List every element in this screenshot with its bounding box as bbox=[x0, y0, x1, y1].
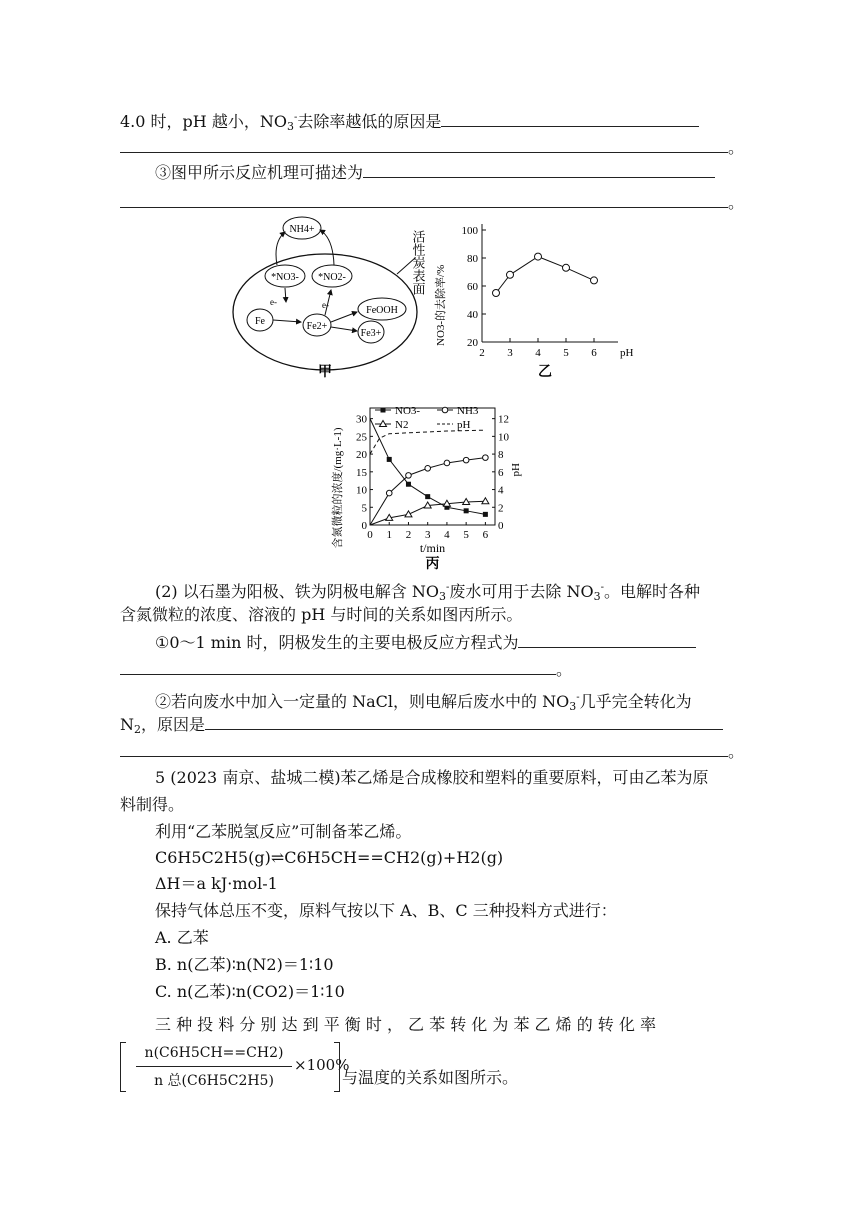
bracket-right bbox=[334, 1042, 340, 1092]
data-point bbox=[483, 512, 488, 517]
legend-marker bbox=[381, 408, 386, 413]
data-point bbox=[535, 253, 542, 260]
data-point bbox=[425, 494, 430, 499]
arrow-no2-nh4 bbox=[320, 230, 334, 265]
node-no2-label: *NO2- bbox=[318, 272, 346, 283]
p2-line-1 bbox=[155, 578, 700, 607]
option-a: A. 乙苯 bbox=[155, 928, 209, 947]
q2-line-2 bbox=[120, 715, 723, 740]
caption-jia: 甲 bbox=[318, 364, 332, 380]
p5-line-10: 三 种 投 料 分 别 达 到 平 衡 时 ， 乙 苯 转 化 为 苯 乙 烯 的 转 化 率 bbox=[155, 1015, 656, 1034]
arrow-fe2-feooh bbox=[331, 312, 357, 322]
x-tick-label: 6 bbox=[591, 347, 597, 359]
x-tick-label: 5 bbox=[563, 347, 569, 359]
electron-label: e- bbox=[270, 297, 277, 307]
q1-line-2 bbox=[120, 660, 572, 680]
fraction-bar bbox=[136, 1066, 292, 1067]
x-axis-label: t/min bbox=[419, 541, 446, 555]
delta-h: ΔH＝a kJ·mol-1 bbox=[155, 874, 278, 893]
bracket-left bbox=[120, 1042, 126, 1092]
node-fe2-label: Fe2+ bbox=[306, 321, 328, 332]
line-3-text: ③图甲所示反应机理可描述为 bbox=[155, 163, 364, 182]
data-point bbox=[493, 290, 500, 297]
answer-blank[interactable] bbox=[120, 138, 728, 153]
legend-label: N2 bbox=[395, 419, 409, 431]
node-nh4-label: NH4+ bbox=[289, 224, 315, 235]
q1-text: ①0～1 min 时，阴极发生的主要电极反应方程式为 bbox=[155, 633, 519, 652]
y-tick-label: 20 bbox=[467, 337, 478, 349]
p5-line-3: 利用“乙苯脱氢反应”可制备苯乙烯。 bbox=[155, 822, 412, 841]
data-point bbox=[406, 482, 411, 487]
x-tick-label: 5 bbox=[463, 529, 469, 541]
sup: - bbox=[600, 582, 604, 593]
reaction-equation: C6H5C2H5(g)⇌C6H5CH==CH2(g)+H2(g) bbox=[155, 848, 504, 867]
sub: 3 bbox=[593, 590, 601, 603]
p5-line-1: 5 (2023 南京、盐城二模)苯乙烯是合成橡胶和塑料的重要原料，可由乙苯为原 bbox=[155, 768, 709, 787]
legend-label: NH3 bbox=[457, 405, 479, 417]
node-fe3-label: Fe3+ bbox=[360, 328, 382, 339]
surface-label: 活性炭表面 bbox=[410, 230, 425, 295]
conversion-formula bbox=[120, 1042, 350, 1092]
option-c: C. n(乙苯)∶n(CO2)＝1∶10 bbox=[155, 982, 345, 1001]
y-axis-label: 含氮微粒的浓度/(mg·L-1) bbox=[332, 427, 344, 549]
data-point bbox=[591, 277, 598, 284]
q2-reason: ，原因是 bbox=[141, 715, 206, 734]
y2-tick-label: 6 bbox=[498, 466, 504, 479]
y-tick-label: 5 bbox=[361, 502, 367, 515]
data-point bbox=[387, 457, 392, 462]
x-tick-label: 2 bbox=[479, 347, 485, 359]
electron-label: e- bbox=[322, 300, 329, 310]
line-1 bbox=[120, 108, 699, 137]
data-point bbox=[406, 473, 412, 479]
data-point bbox=[464, 508, 469, 513]
p2-b: 废水可用于去除 NO bbox=[449, 582, 594, 601]
x-tick-label: 4 bbox=[444, 529, 450, 541]
p2-a: (2) 以石墨为阳极、铁为阴极电解含 NO bbox=[155, 582, 439, 601]
p5-line-2: 料制得。 bbox=[120, 795, 185, 814]
figure-jia bbox=[225, 212, 425, 380]
data-point bbox=[444, 460, 450, 466]
sup: - bbox=[445, 582, 450, 593]
p2-line-2: 含氮微粒的浓度、溶液的 pH 与时间的关系如图丙所示。 bbox=[120, 605, 523, 624]
line-4 bbox=[120, 193, 744, 213]
answer-blank[interactable] bbox=[120, 660, 556, 675]
sub: 3 bbox=[438, 590, 446, 603]
x-tick-label: 3 bbox=[424, 529, 431, 541]
data-point bbox=[507, 271, 514, 278]
y2-tick-label: 12 bbox=[498, 413, 509, 426]
y-tick-label: 30 bbox=[356, 413, 367, 426]
option-b: B. n(乙苯)∶n(N2)＝1∶10 bbox=[155, 955, 334, 974]
y-tick-label: 60 bbox=[467, 281, 478, 293]
x-tick-label: 4 bbox=[535, 347, 541, 359]
y2-tick-label: 8 bbox=[498, 449, 504, 462]
fraction-denominator: n 总(C6H5C2H5) bbox=[154, 1073, 274, 1089]
caption-bing: 丙 bbox=[425, 556, 440, 572]
answer-blank[interactable] bbox=[441, 112, 699, 127]
x-tick-label: 6 bbox=[482, 529, 489, 541]
chart-yi bbox=[430, 220, 640, 380]
answer-blank[interactable] bbox=[120, 193, 728, 208]
q2-line bbox=[155, 688, 692, 717]
y-tick-label: 80 bbox=[467, 253, 478, 265]
y-tick-label: 40 bbox=[467, 309, 478, 321]
sub: 3 bbox=[286, 120, 294, 133]
line-2 bbox=[120, 138, 744, 158]
p2-c: 。电解时各种 bbox=[603, 582, 700, 601]
period: 。 bbox=[728, 742, 745, 761]
line-3 bbox=[155, 163, 715, 183]
period: 。 bbox=[556, 660, 573, 679]
node-fe-label: Fe bbox=[255, 316, 265, 327]
answer-blank[interactable] bbox=[120, 742, 728, 757]
caption-yi: 乙 bbox=[538, 364, 552, 380]
legend-label: pH bbox=[457, 419, 471, 431]
y2-axis-label: pH bbox=[510, 463, 522, 477]
y-tick-label: 0 bbox=[361, 520, 367, 532]
data-point bbox=[405, 511, 412, 517]
period: 。 bbox=[728, 138, 745, 157]
legend-label: NO3- bbox=[395, 405, 421, 417]
sup: - bbox=[293, 112, 298, 123]
n2-n: N bbox=[120, 715, 134, 734]
data-point bbox=[482, 498, 489, 504]
node-no3-label: *NO3- bbox=[271, 272, 299, 283]
x-axis-label: pH bbox=[620, 347, 634, 359]
sub: 3 bbox=[569, 700, 577, 713]
q2-a: ②若向废水中加入一定量的 NaCl，则电解后废水中的 NO bbox=[155, 692, 570, 711]
data-point bbox=[483, 455, 489, 461]
sub: 2 bbox=[134, 723, 141, 736]
data-point bbox=[386, 490, 392, 496]
x-tick-label: 1 bbox=[386, 529, 392, 541]
y2-tick-label: 4 bbox=[498, 484, 504, 497]
answer-blank[interactable] bbox=[518, 633, 696, 648]
answer-blank[interactable] bbox=[363, 163, 715, 178]
y2-tick-label: 2 bbox=[498, 502, 504, 515]
period: 。 bbox=[728, 193, 745, 212]
node-feooh-label: FeOOH bbox=[366, 305, 398, 316]
data-point bbox=[425, 465, 431, 471]
data-point bbox=[563, 264, 570, 271]
times-100: ×100% bbox=[294, 1056, 350, 1074]
data-point bbox=[463, 457, 469, 463]
q2-b: 几乎完全转化为 bbox=[579, 692, 692, 711]
x-tick-label: 2 bbox=[405, 529, 412, 541]
sup: - bbox=[576, 692, 580, 703]
y2-tick-label: 10 bbox=[498, 431, 509, 444]
line-1-tail: 去除率越低的原因是 bbox=[297, 112, 442, 131]
y-tick-label: 15 bbox=[356, 466, 367, 479]
fraction-numerator: n(C6H5CH==CH2) bbox=[144, 1045, 284, 1061]
y-tick-label: 100 bbox=[461, 225, 478, 237]
y-axis-label: NO3-的去除率/% bbox=[435, 264, 447, 346]
y2-tick-label: 0 bbox=[498, 520, 504, 532]
x-tick-label: 3 bbox=[507, 347, 513, 359]
formula-tail: 与温度的关系如图所示。 bbox=[342, 1068, 519, 1087]
arrow-fe2-fe3 bbox=[331, 327, 357, 331]
answer-blank[interactable] bbox=[205, 715, 723, 730]
q2-line-3 bbox=[120, 742, 744, 762]
legend-marker bbox=[442, 407, 448, 413]
arrow-no3 bbox=[285, 288, 286, 302]
chart-bing bbox=[325, 390, 550, 572]
line-1-text: 4.0 时，pH 越小，NO bbox=[120, 112, 287, 131]
y-tick-label: 10 bbox=[356, 484, 367, 497]
x-tick-label: 0 bbox=[367, 529, 373, 541]
series-line-3 bbox=[370, 430, 485, 454]
y-tick-label: 20 bbox=[356, 449, 367, 462]
arrow-fe-fe2 bbox=[273, 320, 301, 322]
q1-line bbox=[155, 633, 696, 653]
y-tick-label: 25 bbox=[356, 431, 367, 444]
p5-line-6: 保持气体总压不变，原料气按以下 A、B、C 三种投料方式进行： bbox=[155, 901, 617, 920]
